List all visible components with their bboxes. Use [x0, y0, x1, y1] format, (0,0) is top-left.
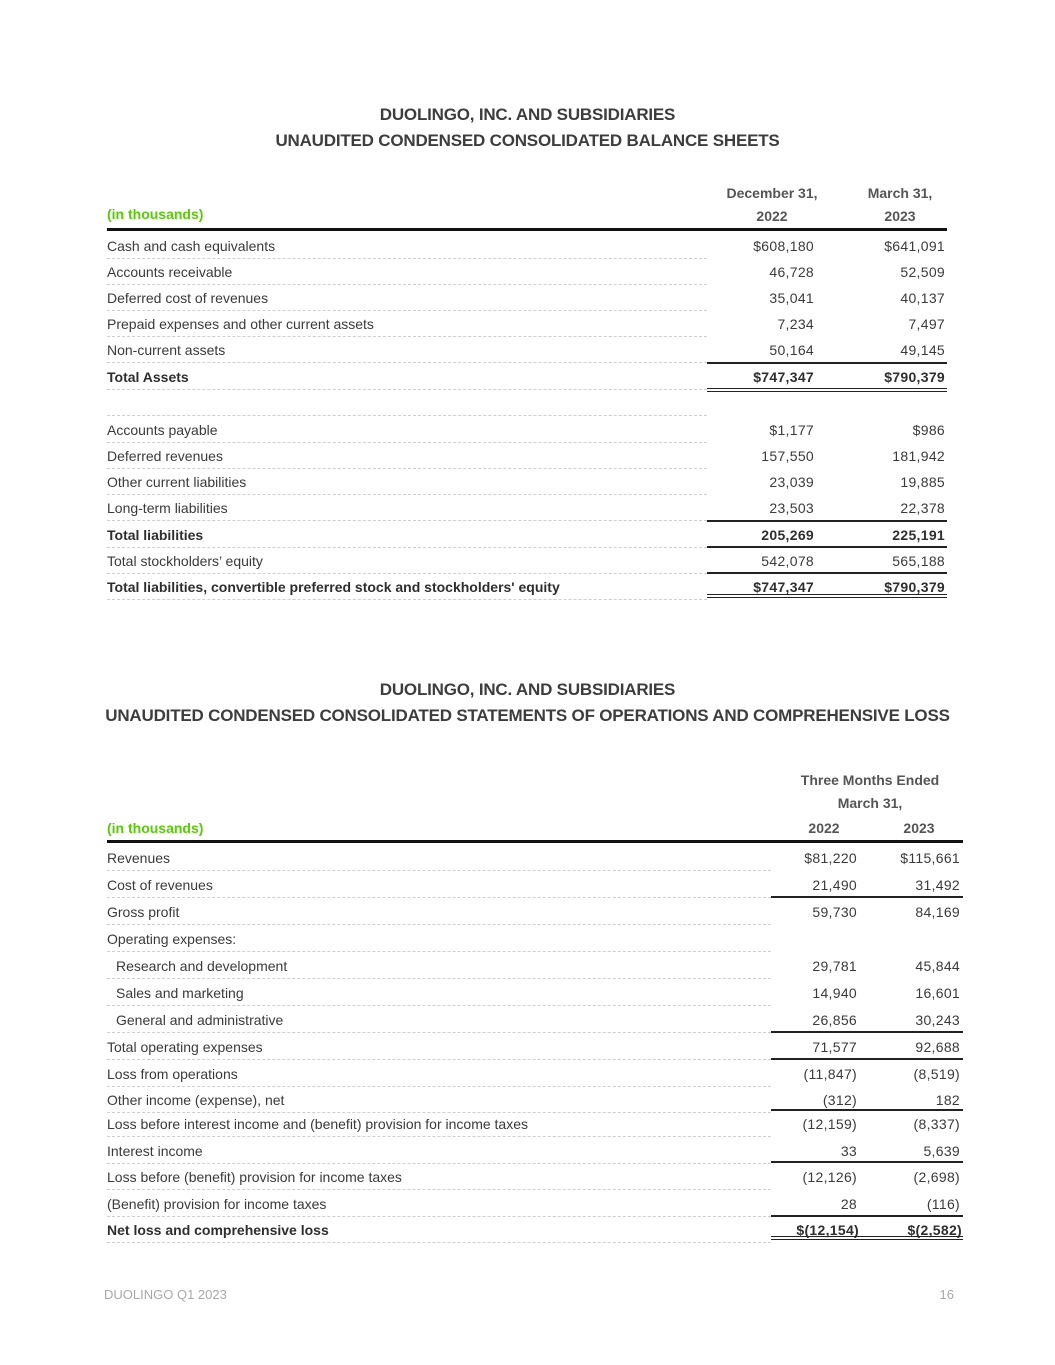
- period-header: Three Months Ended March 31,: [800, 772, 940, 811]
- table-row: Loss before (benefit) provision for income taxes (12,126) (2,698): [107, 1164, 963, 1190]
- table-row-net-loss: Net loss and comprehensive loss $(12,154) $(2,582): [107, 1217, 963, 1243]
- operations-title: [0, 677, 1055, 729]
- table-row: Loss before interest income and (benefit) provision for income taxes (12,159) (8,337): [107, 1111, 963, 1137]
- statement-title: UNAUDITED CONDENSED CONSOLIDATED BALANCE SHEETS: [275, 131, 780, 150]
- table-row: Sales and marketing 14,940 16,601: [107, 980, 963, 1006]
- unit-label: (in thousands): [107, 206, 204, 222]
- table-row: Loss from operations (11,847) (8,519): [107, 1061, 963, 1087]
- table-row: General and administrative 26,856 30,243: [107, 1007, 963, 1033]
- total-double-rule: [707, 594, 947, 598]
- table-row-total-assets: Total Assets $747,347 $790,379: [107, 364, 947, 390]
- table-row: Revenues $81,220 $115,661: [107, 845, 963, 871]
- table-row: Deferred revenues 157,550 181,942: [107, 443, 947, 469]
- total-double-rule: [771, 1236, 963, 1240]
- table-row: Total operating expenses 71,577 92,688: [107, 1034, 963, 1060]
- table-row: (Benefit) provision for income taxes 28 (116): [107, 1191, 963, 1217]
- table-row-section: Operating expenses:: [107, 926, 963, 952]
- table-row: Deferred cost of revenues 35,041 40,137: [107, 285, 947, 311]
- company-name: DUOLINGO, INC. AND SUBSIDIARIES: [379, 680, 676, 699]
- table-row: Cash and cash equivalents $608,180 $641,091: [107, 233, 947, 259]
- subtotal-rule: [771, 896, 963, 898]
- column-header-2022: 2022: [808, 820, 840, 836]
- balance-sheet-title: [0, 102, 1055, 154]
- subtotal-rule: [771, 1058, 963, 1060]
- header-rule: [107, 840, 963, 843]
- footer-page-number: 16: [939, 1287, 954, 1302]
- column-header-dec-2022: December 31, 2022: [726, 185, 818, 224]
- table-row: Research and development 29,781 45,844: [107, 953, 963, 979]
- column-header-mar-2023: March 31, 2023: [867, 185, 933, 224]
- company-name: DUOLINGO, INC. AND SUBSIDIARIES: [379, 105, 676, 124]
- unit-label: (in thousands): [107, 820, 204, 836]
- table-row-total-liabilities-equity: Total liabilities, convertible preferred stock and stockholders' equity $747,347 $790,379: [107, 574, 947, 600]
- table-row: Accounts receivable 46,728 52,509: [107, 259, 947, 285]
- table-row: Total stockholders’ equity 542,078 565,188: [107, 548, 947, 574]
- table-row: Gross profit 59,730 84,169: [107, 899, 963, 925]
- table-row: Other income (expense), net (312) 182: [107, 1087, 963, 1113]
- table-row: Accounts payable $1,177 $986: [107, 417, 947, 443]
- subtotal-rule: [771, 1031, 963, 1033]
- table-row: Long-term liabilities 23,503 22,378: [107, 495, 947, 521]
- header-rule: [107, 228, 947, 231]
- table-row-total-liabilities: Total liabilities 205,269 225,191: [107, 522, 947, 548]
- spacer-row: [107, 390, 947, 416]
- table-row: Prepaid expenses and other current assets 7,234 7,497: [107, 311, 947, 337]
- statement-title: UNAUDITED CONDENSED CONSOLIDATED STATEMENTS OF OPERATIONS AND COMPREHENSIVE LOSS: [105, 706, 950, 725]
- column-header-2023: 2023: [903, 820, 935, 836]
- table-row: Non-current assets 50,164 49,145: [107, 337, 947, 363]
- subtotal-rule: [771, 1161, 963, 1163]
- footer-document-name: DUOLINGO Q1 2023: [104, 1287, 227, 1302]
- table-row: Cost of revenues 21,490 31,492: [107, 872, 963, 898]
- table-row: Other current liabilities 23,039 19,885: [107, 469, 947, 495]
- table-row: Interest income 33 5,639: [107, 1138, 963, 1164]
